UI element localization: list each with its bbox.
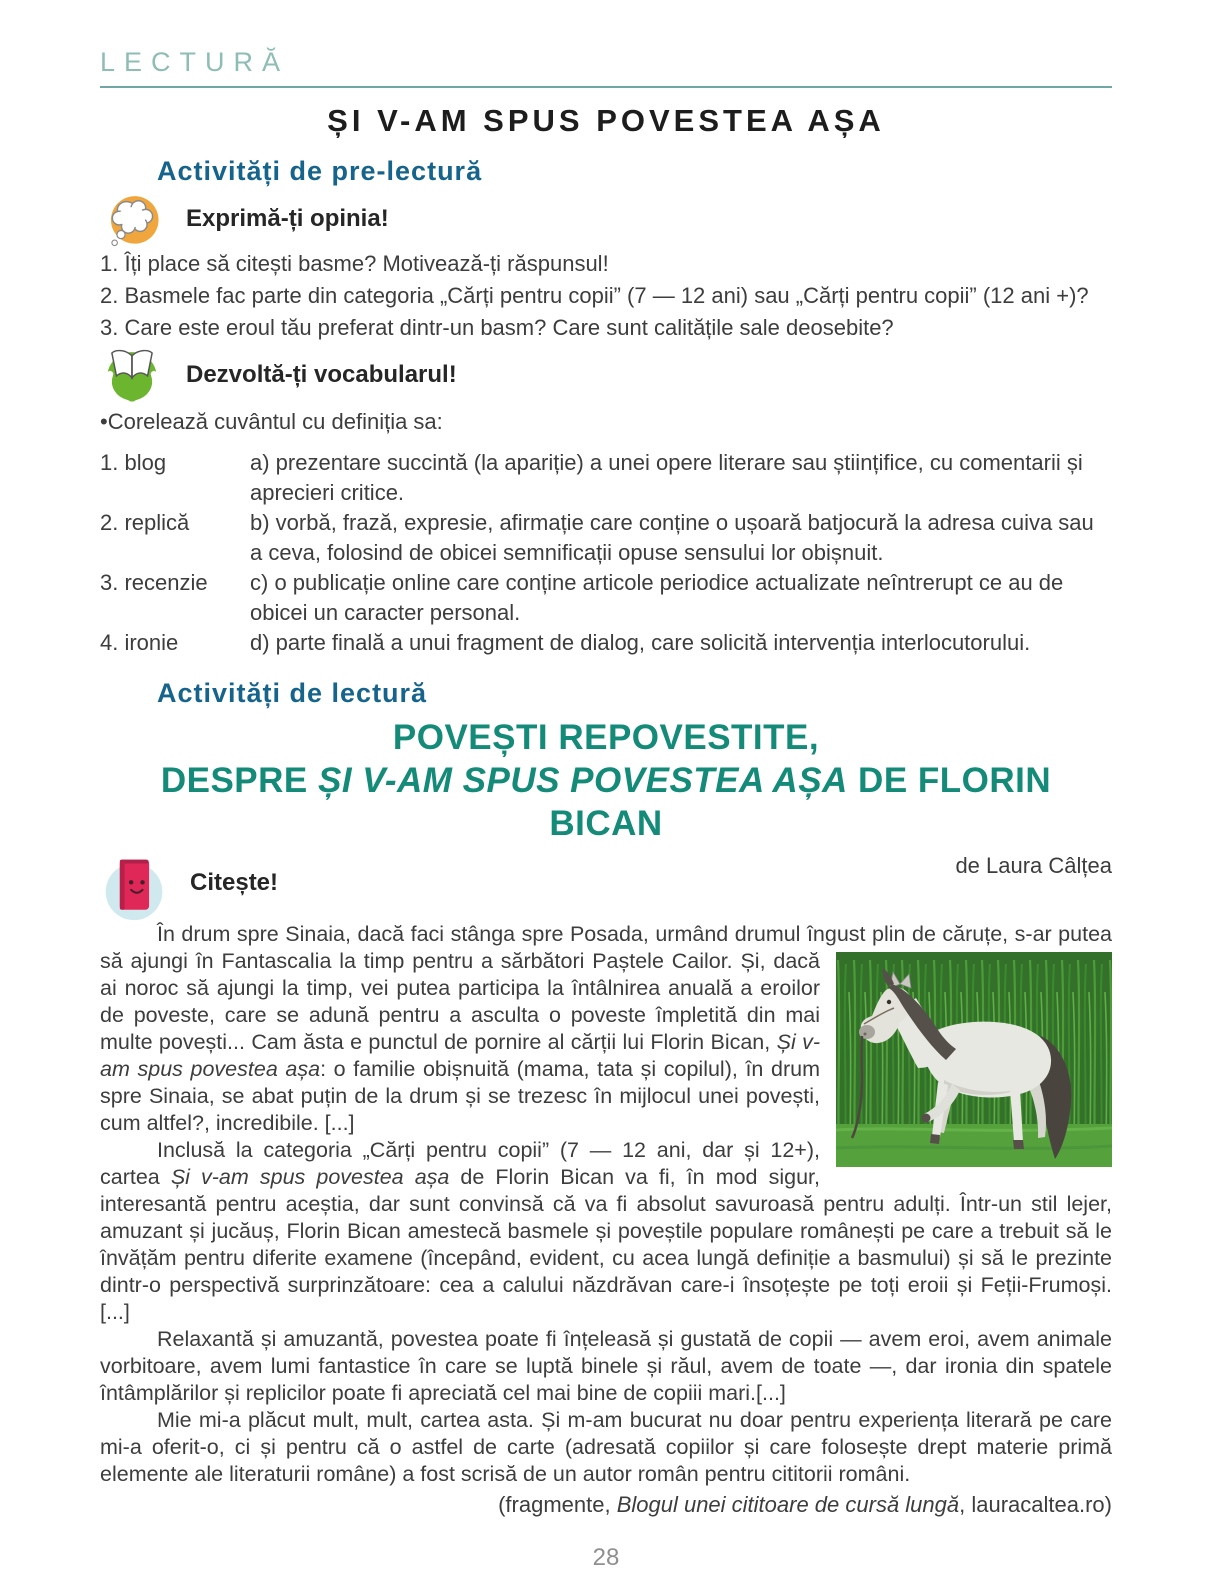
question-item: 1. Îți place să citești basme? Motivează-ți răspunsul! bbox=[100, 251, 609, 276]
page-number: 28 bbox=[592, 1544, 620, 1571]
pre-reading-heading: Activități de pre-lectură bbox=[157, 156, 483, 186]
vocab-definition: c) o publicație online care conține articole periodice actualizate neîntrerupt ce au de obicei un caracter personal. bbox=[250, 570, 1064, 625]
read-activity-row bbox=[100, 851, 1112, 915]
reading-heading: Activități de lectură bbox=[157, 678, 428, 708]
article-title-line1: POVEȘTI REPOVESTITE, bbox=[392, 718, 820, 757]
page-title: ȘI V-AM SPUS POVESTEA AȘA bbox=[327, 103, 885, 138]
hands-holding-book-icon bbox=[100, 343, 164, 407]
opinion-label: Exprimă-ți opinia! bbox=[186, 205, 389, 232]
vocab-term: 3. recenzie bbox=[100, 570, 208, 595]
body-paragraph: În drum spre Sinaia, dacă faci stânga spre Posada, urmând drumul îngust plin de căruțe, s-ar putea să ajungi în Fantascalia la timp pentru a sărbători Paștele Cailor. Și, dacă ai noroc să ajungi la timp, vei putea participa la întâlnirea anuală a eroilor de poveste, care se adună pentru a asculta o poveste împletită din mai multe povești... Cam ăsta e punctul de pornire al cărții lui Florin Bican, Și v-am spus povestea așa: o familie obișnuită (mama, tata și copilul), în drum spre Sinaia, se abat puțin de la drum și se trezesc în mijlocul unei povești, cum altfel?, incredibile. [...] bbox=[100, 921, 1112, 1137]
vocabulary-activity-row bbox=[100, 346, 1112, 404]
opinion-activity-row bbox=[100, 190, 1112, 248]
article-body bbox=[100, 921, 1112, 1488]
book-with-face-icon bbox=[100, 852, 168, 924]
article-title bbox=[100, 716, 1112, 845]
body-paragraph: Mie mi-a plăcut mult, mult, cartea asta. Și m-am bucurat nu doar pentru experiența literară pe care mi-a oferit-o, ci și pentru că o astfel de carte (adresată copiilor și care folosește drept materie primă elemente ale literaturii române) a fost scrisă de un autor român pentru cititorii români. bbox=[100, 1408, 1112, 1486]
question-item: 2. Basmele fac parte din categoria „Cărți pentru copii” (7 — 12 ani) sau „Cărți pentru copii” (12 ani +)? bbox=[100, 283, 1089, 308]
vocab-term: 4. ironie bbox=[100, 630, 179, 655]
section-label: LECTURĂ bbox=[100, 47, 290, 77]
vocab-definition: d) parte finală a unui fragment de dialog, care solicită intervenția interlocutorului. bbox=[250, 630, 1031, 655]
attribution: (fragmente, Blogul unei cititoare de cursă lungă, lauracaltea.ro) bbox=[498, 1492, 1112, 1517]
read-label: Citește! bbox=[190, 869, 279, 896]
vocab-term: 2. replică bbox=[100, 510, 190, 535]
body-paragraph: Relaxantă și amuzantă, povestea poate fi înțeleasă și gustată de copii — avem eroi, avem animale vorbitoare, avem lumi fantastice în care se luptă binele și răul, avem de toate —, dar ironia din spatele întâmplărilor și replicilor poate fi apreciată cel mai bine de copiii mari.[...] bbox=[100, 1327, 1112, 1405]
vocabulary-label: Dezvoltă-ți vocabularul! bbox=[186, 361, 457, 388]
vocab-term: 1. blog bbox=[100, 450, 167, 475]
vocab-definition: a) prezentare succintă (la apariție) a unei opere literare sau științifice, cu comentarii și aprecieri critice. bbox=[250, 450, 1083, 505]
vocabulary-match-list bbox=[100, 448, 1112, 658]
article-title-line2: DESPRE ȘI V-AM SPUS POVESTEA AȘA DE FLORIN BICAN bbox=[160, 761, 1052, 843]
question-item: 3. Care este eroul tău preferat dintr-un basm? Care sunt calitățile sale deosebite? bbox=[100, 315, 894, 340]
opinion-questions bbox=[100, 248, 1112, 344]
header-divider bbox=[100, 86, 1112, 88]
body-paragraph: Inclusă la categoria „Cărți pentru copii” (7 — 12 ani, dar și 12+), cartea Și v-am spus povestea așa de Florin Bican va fi, în mod sigur, interesantă pentru aceștia, dar sunt convinsă că va fi absolut savuroasă pentru adulți. Într-un stil lejer, amuzant și jucăuș, Florin Bican amestecă basmele și poveștile populare românești pe care a trebuit să le învățăm pentru diferite examene (începând, evident, cu acea lungă definiție a basmului) și să le prezinte dintr-o perspectivă surprinzătoare: cea a calului năzdrăvan care-i însoțește pe toți eroii și Feții-Frumoși. [...] bbox=[100, 1138, 1112, 1324]
vocabulary-instruction: •Corelează cuvântul cu definiția sa: bbox=[100, 409, 443, 434]
thought-bubble-icon bbox=[100, 187, 164, 251]
horse-illustration bbox=[836, 952, 1112, 1167]
horse-photo bbox=[836, 952, 1112, 1167]
byline: de Laura Câlțea bbox=[955, 853, 1112, 878]
vocab-definition: b) vorbă, frază, expresie, afirmație care conține o ușoară batjocură la adresa cuiva sau a ceva, folosind de obicei semnificații opuse sensului lor obișnuit. bbox=[250, 510, 1094, 565]
